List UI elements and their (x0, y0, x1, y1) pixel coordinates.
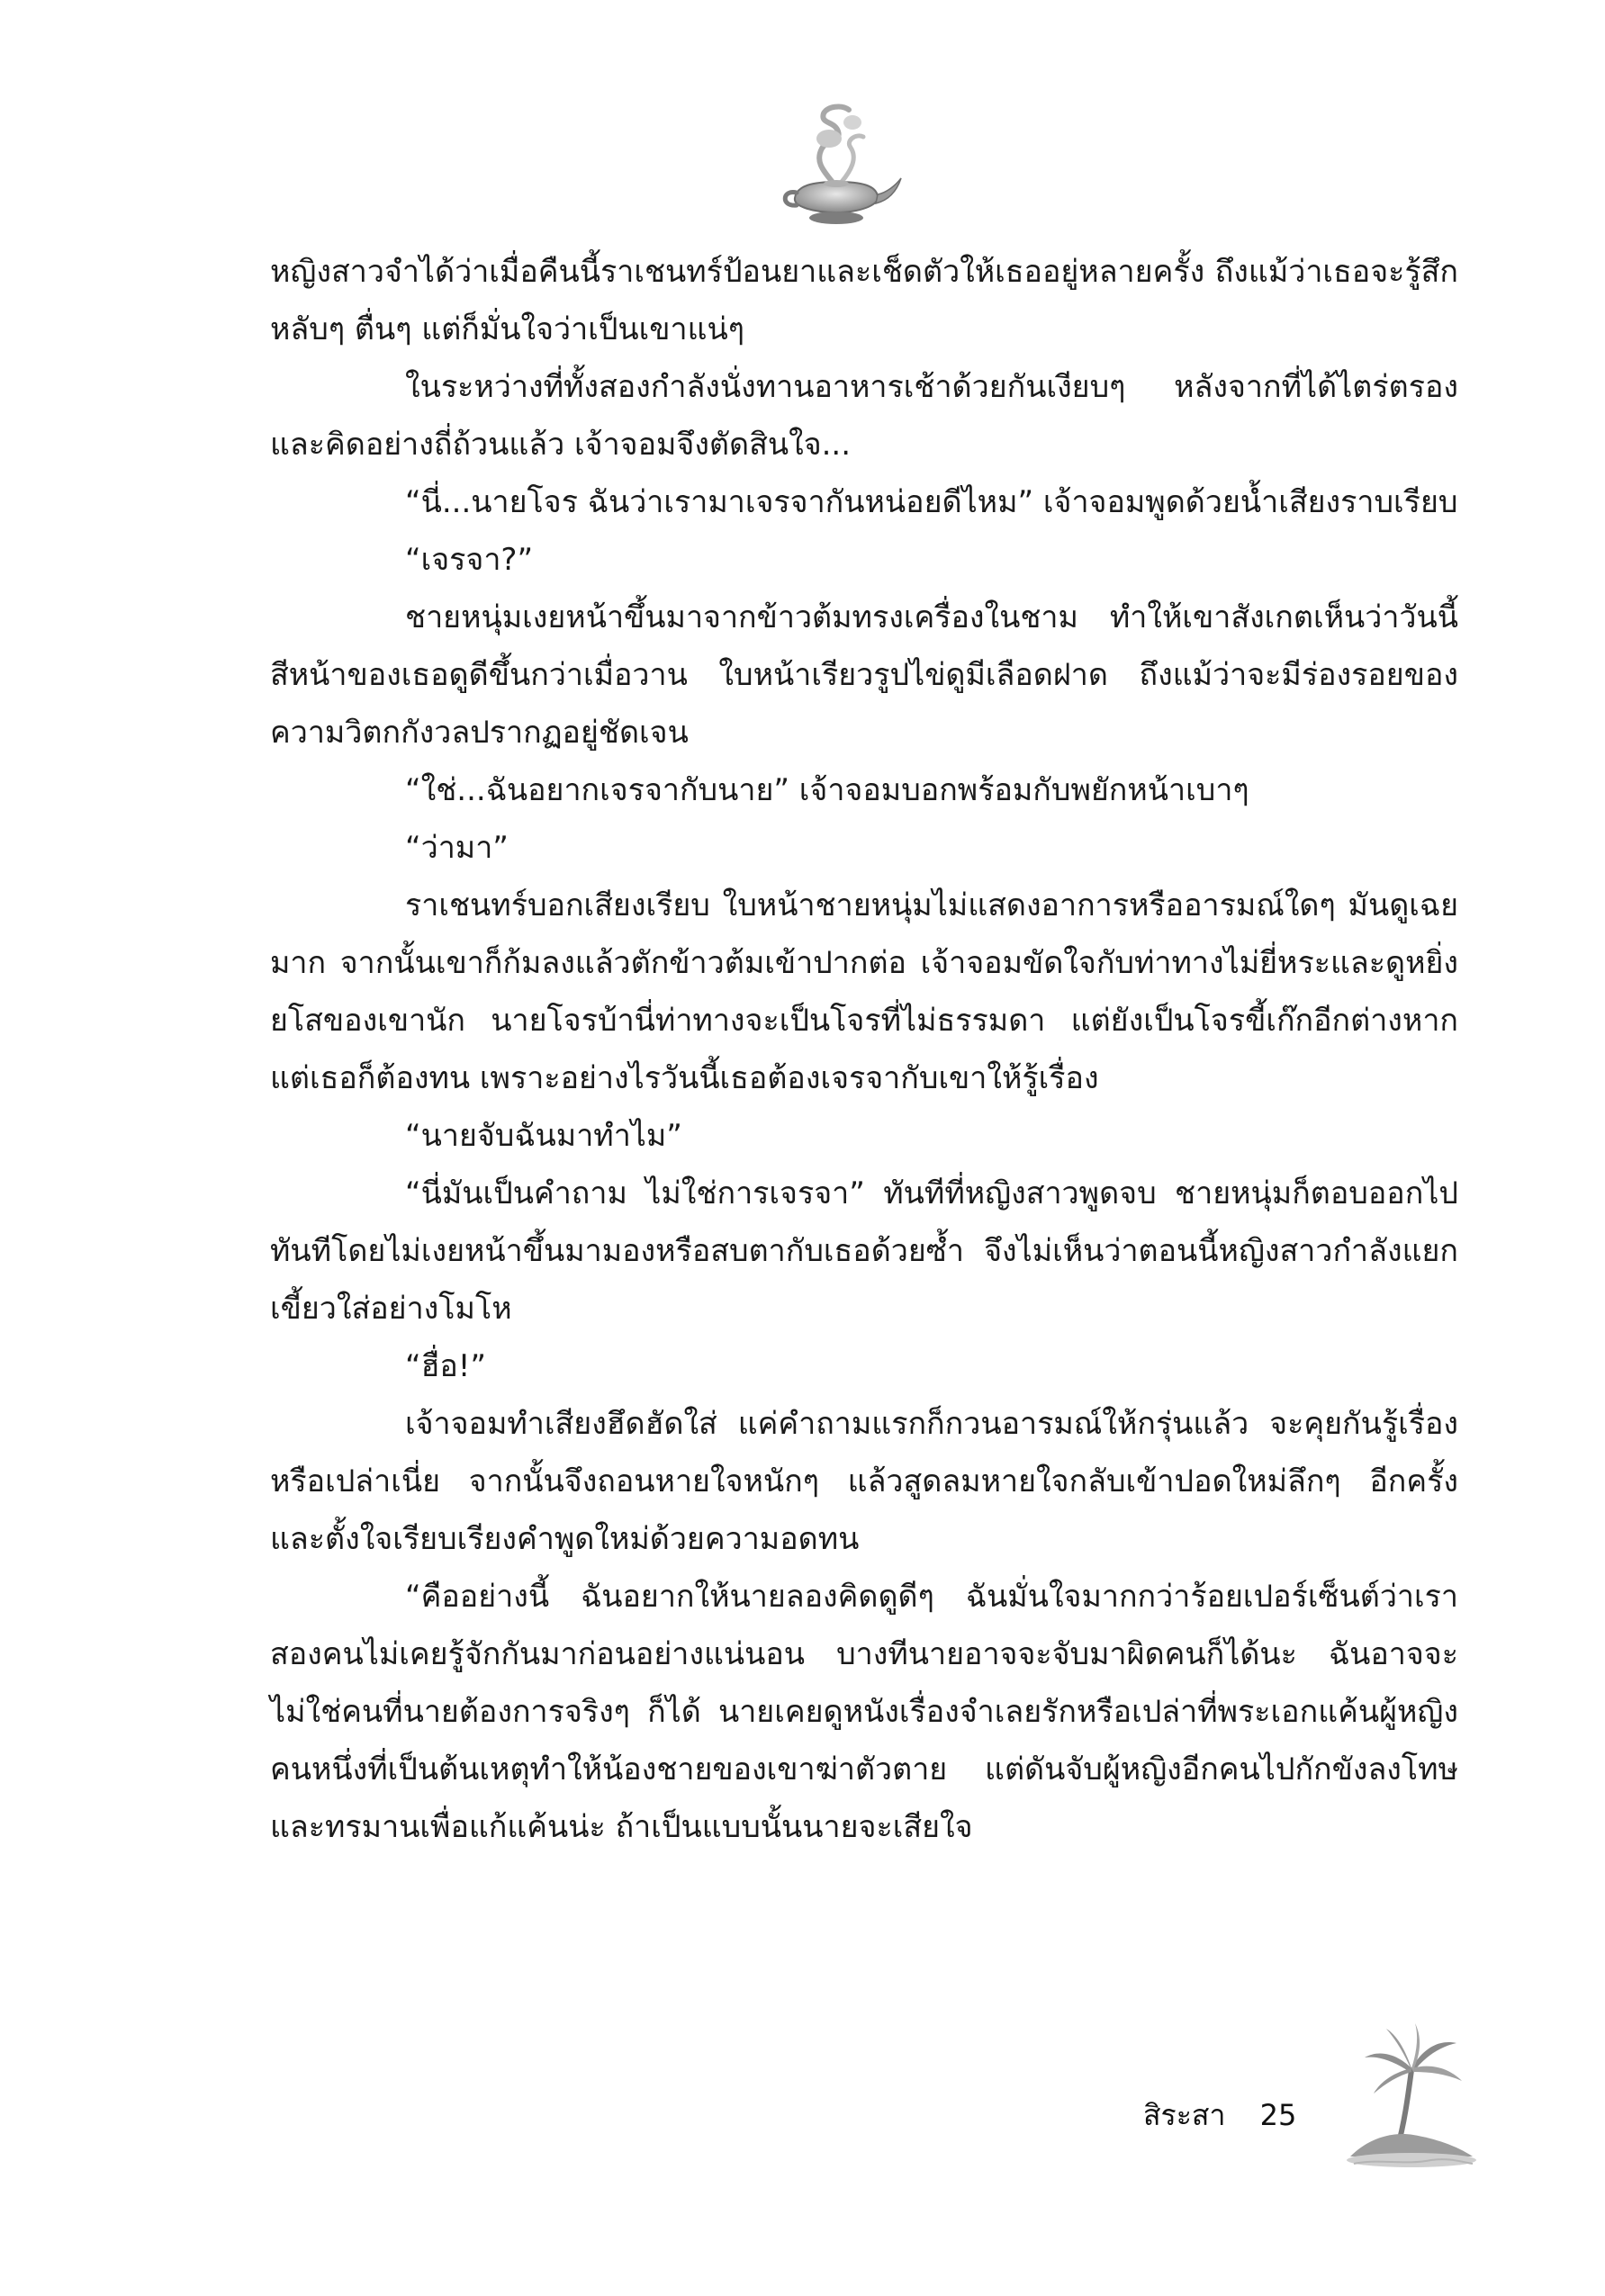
paragraph: เจ้าจอมทำเสียงฮึดฮัดใส่ แค่คำถามแรกก็กวนอารมณ์ให้กรุ่นแล้ว จะคุยกันรู้เรื่องหรือเปล่าเนี่ย จากนั้นจึงถอนหายใจหนักๆ แล้วสูดลมหายใจกลับเข้าปอดใหม่ลึกๆ อีกครั้ง และตั้งใจเรียบเรียงคำพูดใหม่ด้วยความอดทน (270, 1406, 1458, 1557)
paragraph: ชายหนุ่มเงยหน้าขึ้นมาจากข้าวต้มทรงเครื่องในชาม ทำให้เขาสังเกตเห็นว่าวันนี้สีหน้าของเธอดูดีขึ้นกว่าเมื่อวาน ใบหน้าเรียวรูปไข่ดูมีเลือดฝาด ถึงแม้ว่าจะมีร่องรอยของความวิตกกังวลปรากฏอยู่ชัดเจน (270, 599, 1458, 751)
paragraph: “นี่...นายโจร ฉันว่าเรามาเจรจากันหน่อยดีไหม” เจ้าจอมพูดด้วยน้ำเสียงราบเรียบ (405, 484, 1458, 520)
paragraph: ในระหว่างที่ทั้งสองกำลังนั่งทานอาหารเช้าด้วยกันเงียบๆ หลังจากที่ได้ไตร่ตรองและคิดอย่างถี่ถ้วนแล้ว เจ้าจอมจึงตัดสินใจ... (270, 369, 1458, 463)
paragraph: “นี่มันเป็นคำถาม ไม่ใช่การเจรจา” ทันทีที่หญิงสาวพูดจบ ชายหนุ่มก็ตอบออกไปทันทีโดยไม่เงยหน้าขึ้นมามองหรือสบตากับเธอด้วยซ้ำ จึงไม่เห็นว่าตอนนี้หญิงสาวกำลังแยกเขี้ยวใส่อย่างโมโห (270, 1175, 1458, 1327)
palm-island-icon (1341, 2016, 1476, 2169)
paragraph: “ใช่...ฉันอยากเจรจากับนาย” เจ้าจอมบอกพร้อมกับพยักหน้าเบาๆ (405, 772, 1249, 808)
paragraph: “คืออย่างนี้ ฉันอยากให้นายลองคิดดูดีๆ ฉันมั่นใจมากกว่าร้อยเปอร์เซ็นต์ว่าเราสองคนไม่เคยรู้จักกันมาก่อนอย่างแน่นอน บางทีนายอาจจะจับมาผิดคนก็ได้นะ ฉันอาจจะไม่ใช่คนที่นายต้องการจริงๆ ก็ได้ นายเคยดูหนังเรื่องจำเลยรักหรือเปล่าที่พระเอกแค้นผู้หญิงคนหนึ่งที่เป็นต้นเหตุทำให้น้องชายของเขาฆ่าตัวตาย แต่ดันจับผู้หญิงอีกคนไปกักขังลงโทษและทรมานเพื่อแก้แค้นน่ะ ถ้าเป็นแบบนั้นนายจะเสียใจ (270, 1579, 1458, 1845)
body-text (270, 243, 1458, 1856)
paragraph: “ฮื่อ!” (405, 1348, 487, 1384)
paragraph: “ว่ามา” (405, 830, 509, 866)
genie-lamp-icon (770, 99, 905, 234)
page-number: 25 (1259, 2098, 1297, 2132)
page-footer (1143, 2093, 1296, 2138)
paragraph: ราเชนทร์บอกเสียงเรียบ ใบหน้าชายหนุ่มไม่แสดงอาการหรืออารมณ์ใดๆ มันดูเฉยมาก จากนั้นเขาก็ก้มลงแล้วตักข้าวต้มเข้าปากต่อ เจ้าจอมขัดใจกับท่าทางไม่ยี่หระและดูหยิ่งยโสของเขานัก นายโจรบ้านี่ท่าทางจะเป็นโจรที่ไม่ธรรมดา แต่ยังเป็นโจรขี้เก๊กอีกต่างหาก แต่เธอก็ต้องทน เพราะอย่างไรวันนี้เธอต้องเจรจากับเขาให้รู้เรื่อง (270, 887, 1458, 1096)
paragraph: หญิงสาวจำได้ว่าเมื่อคืนนี้ราเชนทร์ป้อนยาและเช็ดตัวให้เธออยู่หลายครั้ง ถึงแม้ว่าเธอจะรู้สึกหลับๆ ตื่นๆ แต่ก็มั่นใจว่าเป็นเขาแน่ๆ (270, 254, 1458, 347)
paragraph: “นายจับฉันมาทำไม” (405, 1118, 682, 1154)
book-title: สิระสา (1143, 2098, 1226, 2132)
paragraph: “เจรจา?” (405, 542, 534, 578)
